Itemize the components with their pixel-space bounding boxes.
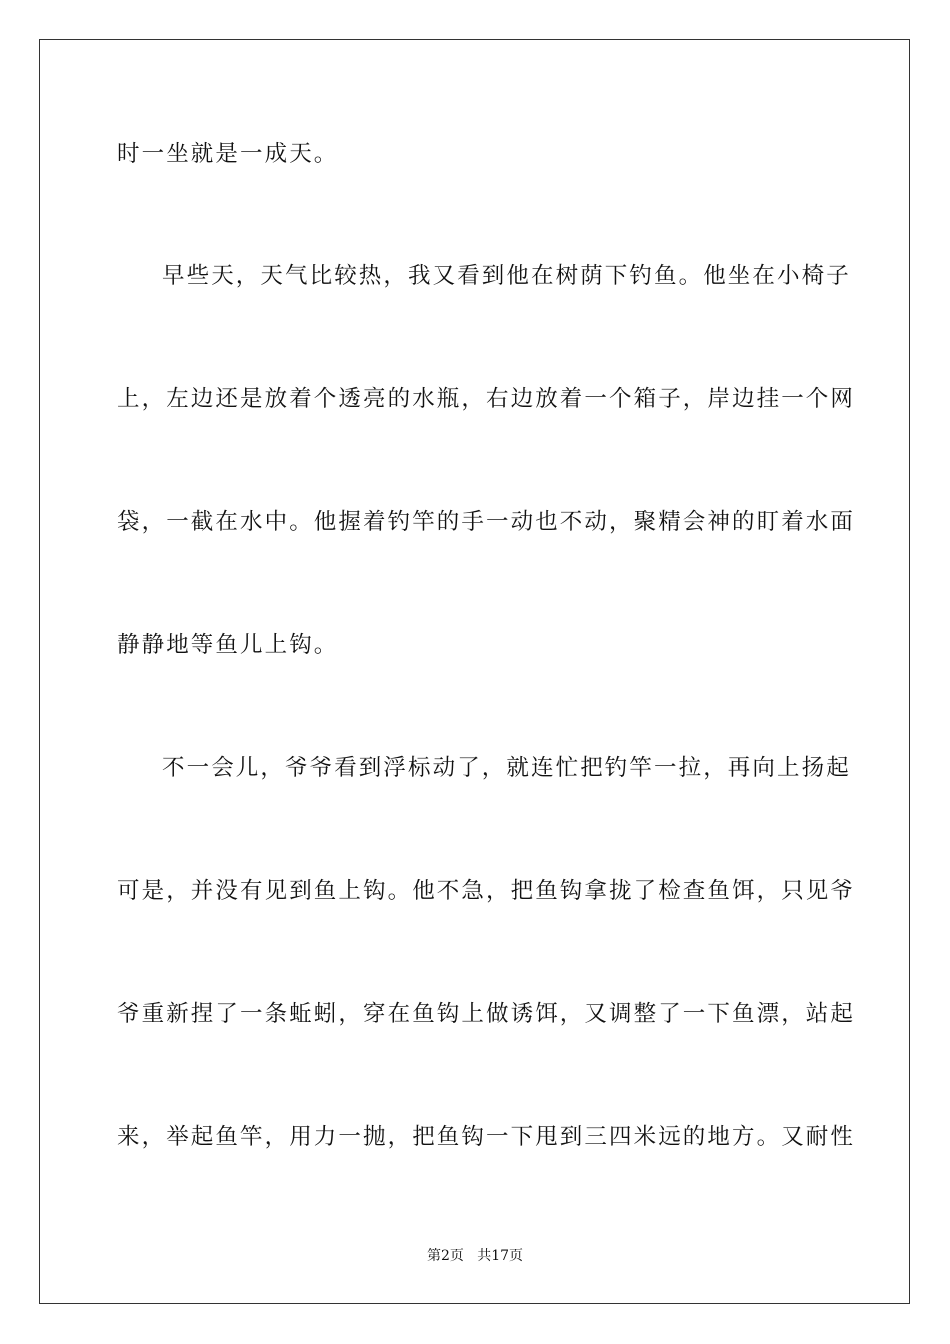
page-number-footer: 第2页 共17页 [426,1248,524,1264]
text-line: 袋，一截在水中。他握着钓竿的手一动也不动，聚精会神的盯着水面 [117,509,856,535]
paragraph-start-line: 不一会儿，爷爷看到浮标动了，就连忙把钓竿一拉，再向上扬起 [162,755,851,781]
text-line: 来，举起鱼竿，用力一抛，把鱼钩一下甩到三四米远的地方。又耐性 [117,1124,856,1150]
page-border [39,39,910,1304]
text-line: 上，左边还是放着个透亮的水瓶，右边放着一个箱子，岸边挂一个网 [117,386,856,412]
paragraph-start-line: 早些天，天气比较热，我又看到他在树荫下钓鱼。他坐在小椅子 [162,263,851,289]
text-line: 时一坐就是一成天。 [117,141,339,167]
text-line: 可是，并没有见到鱼上钩。他不急，把鱼钩拿拢了检查鱼饵，只见爷 [117,878,856,904]
text-line: 爷重新捏了一条蚯蚓，穿在鱼钩上做诱饵，又调整了一下鱼漂，站起 [117,1001,856,1027]
text-line: 静静地等鱼儿上钩。 [117,632,339,658]
